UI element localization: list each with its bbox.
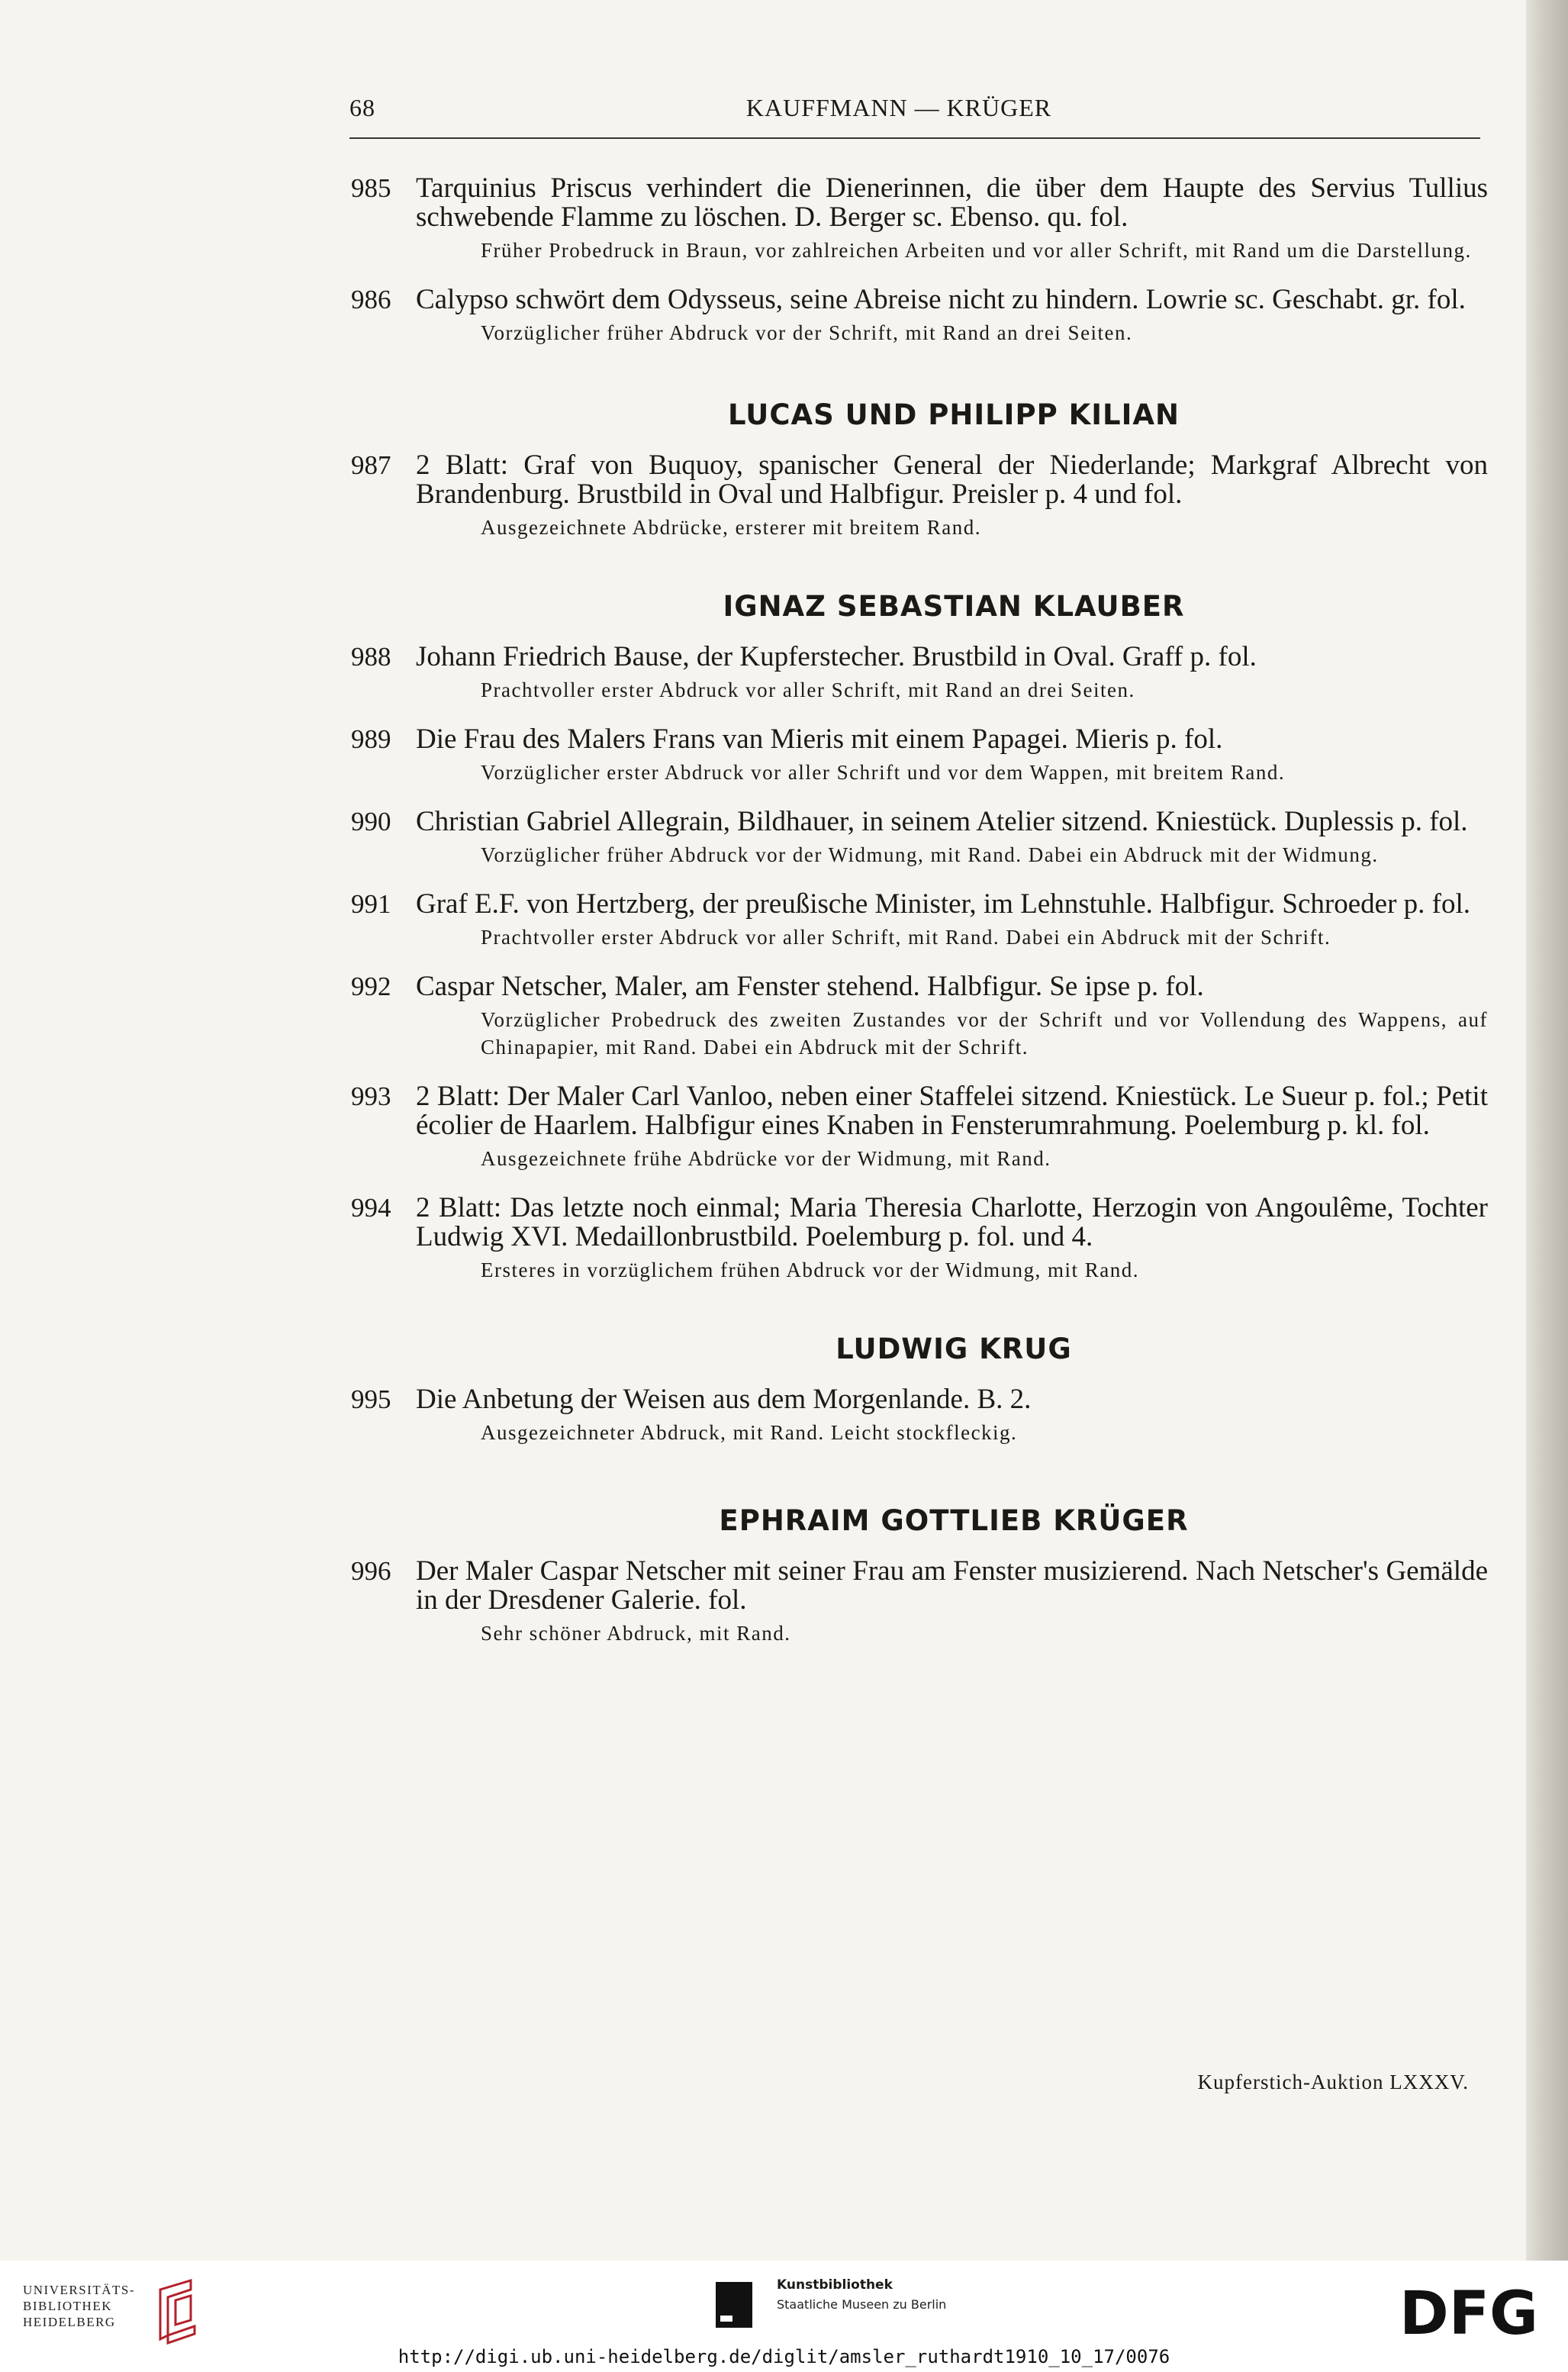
- section-heading: LUCAS UND PHILIPP KILIAN: [728, 398, 1180, 431]
- entry-number: 990: [351, 807, 391, 836]
- section-heading: EPHRAIM GOTTLIEB KRÜGER: [719, 1504, 1189, 1537]
- entry-number: 996: [351, 1556, 391, 1586]
- running-title: KAUFFMANN — KRÜGER: [745, 94, 1052, 121]
- ub-line-3: HEIDELBERG: [23, 2315, 116, 2329]
- section-heading: IGNAZ SEBASTIAN KLAUBER: [723, 590, 1185, 623]
- kunstbibliothek-subtitle: Staatliche Museen zu Berlin: [777, 2297, 947, 2312]
- catalog-entry: [343, 174, 1488, 264]
- entry-description: Calypso schwört dem Odysseus, seine Abreise nicht zu hindern. Lowrie sc. Geschabt. gr. fol.: [416, 284, 1466, 315]
- entry-description: Christian Gabriel Allegrain, Bildhauer, in seinem Atelier sitzend. Kniestück. Duplessis p. fol.: [416, 806, 1468, 837]
- permalink-url[interactable]: http://digi.ub.uni-heidelberg.de/diglit/amsler_ruthardt1910_10_17/0076: [398, 2346, 1170, 2367]
- dfg-logo-icon: [1393, 2282, 1545, 2343]
- section-heading: LUDWIG KRUG: [836, 1333, 1072, 1365]
- catalog-footer: Kupferstich-Auktion LXXXV.: [1197, 2071, 1469, 2093]
- catalog-entry: [343, 972, 1488, 1061]
- entry-note: Sehr schöner Abdruck, mit Rand.: [481, 1622, 791, 1645]
- catalog-entry: [343, 1385, 1488, 1446]
- entry-number: 988: [351, 642, 391, 672]
- entry-number: 985: [351, 173, 391, 203]
- entry-description: 2 Blatt: Das letzte noch einmal; Maria Theresia Charlotte, Herzogin von Angoulême, Tochter Ludwig XVI. Medaillonbrustbild. Poelemburg p. fol. und 4.: [416, 1192, 1488, 1252]
- ub-mark-icon: [137, 2274, 214, 2351]
- catalog-entry: [343, 807, 1488, 869]
- entry-description: 2 Blatt: Der Maler Carl Vanloo, neben einer Staffelei sitzend. Kniestück. Le Sueur p. fol.; Petit écolier de Haarlem. Halbfigur eines Knaben in Fensterumrahmung. Poelemburg p. kl. fol.: [416, 1081, 1488, 1141]
- kunstbibliothek-logo[interactable]: [716, 2274, 1021, 2328]
- catalog-entry: [343, 1082, 1488, 1172]
- catalog-entry: [343, 643, 1488, 704]
- ub-line-1: UNIVERSITÄTS-: [23, 2283, 135, 2297]
- entry-number: 989: [351, 724, 391, 754]
- page-edge: [1526, 0, 1568, 2261]
- entry-number: 986: [351, 285, 391, 314]
- entry-note: Ersteres in vorzüglichem frühen Abdruck vor der Widmung, mit Rand.: [481, 1259, 1139, 1281]
- entry-number: 994: [351, 1193, 391, 1223]
- entry-description: Graf E.F. von Hertzberg, der preußische Minister, im Lehnstuhle. Halbfigur. Schroeder p. fol.: [416, 888, 1471, 920]
- entry-number: 995: [351, 1384, 391, 1414]
- ub-logo-text: [23, 2282, 135, 2330]
- running-head: [349, 90, 1480, 128]
- entry-description: Caspar Netscher, Maler, am Fenster stehend. Halbfigur. Se ipse p. fol.: [416, 971, 1204, 1002]
- entry-description: Johann Friedrich Bause, der Kupferstecher. Brustbild in Oval. Graff p. fol.: [416, 641, 1257, 672]
- entry-number: 992: [351, 972, 391, 1001]
- entry-note: Prachtvoller erster Abdruck vor aller Schrift, mit Rand. Dabei ein Abdruck mit der Schrift.: [481, 926, 1331, 949]
- entry-note: Vorzüglicher Probedruck des zweiten Zustandes vor der Schrift und vor Vollendung des Wappens, auf Chinapapier, mit Rand. Dabei ein Abdruck mit der Schrift.: [481, 1008, 1488, 1059]
- catalog-entry: [343, 451, 1488, 541]
- entry-number: 991: [351, 889, 391, 919]
- entry-number: 993: [351, 1081, 391, 1111]
- entry-note: Ausgezeichneter Abdruck, mit Rand. Leicht stockfleckig.: [481, 1421, 1018, 1444]
- dfg-logo-text: DFG: [1399, 2282, 1539, 2343]
- kunstbibliothek-name: Kunstbibliothek: [777, 2277, 893, 2293]
- page-number: 68: [349, 94, 375, 121]
- ub-line-2: BIBLIOTHEK: [23, 2299, 112, 2313]
- catalog-entry: [343, 890, 1488, 951]
- catalog-entry: [343, 725, 1488, 786]
- kunstbibliothek-mark-icon: [716, 2282, 752, 2328]
- entry-note: Prachtvoller erster Abdruck vor aller Schrift, mit Rand an drei Seiten.: [481, 678, 1135, 701]
- header-rule: [349, 137, 1480, 139]
- entry-note: Früher Probedruck in Braun, vor zahlreichen Arbeiten und vor aller Schrift, mit Rand um die Darstellung.: [481, 239, 1472, 262]
- entry-note: Vorzüglicher früher Abdruck vor der Widmung, mit Rand. Dabei ein Abdruck mit der Widmung.: [481, 843, 1379, 866]
- entry-description: 2 Blatt: Graf von Buquoy, spanischer General der Niederlande; Markgraf Albrecht von Brandenburg. Brustbild in Oval und Halbfigur. Preisler p. 4 und fol.: [416, 450, 1488, 510]
- entry-note: Vorzüglicher früher Abdruck vor der Schrift, mit Rand an drei Seiten.: [481, 321, 1133, 344]
- entry-number: 987: [351, 450, 391, 480]
- catalog-entry: [343, 1557, 1488, 1647]
- entry-description: Die Frau des Malers Frans van Mieris mit einem Papagei. Mieris p. fol.: [416, 724, 1223, 755]
- catalog-content: [343, 174, 1488, 1647]
- entry-note: Vorzüglicher erster Abdruck vor aller Schrift und vor dem Wappen, mit breitem Rand.: [481, 761, 1286, 784]
- entry-note: Ausgezeichnete Abdrücke, ersterer mit breitem Rand.: [481, 516, 982, 539]
- entry-description: Tarquinius Priscus verhindert die Dienerinnen, die über dem Haupte des Servius Tullius schwebende Flamme zu löschen. D. Berger sc. Ebenso. qu. fol.: [416, 172, 1488, 233]
- entry-description: Der Maler Caspar Netscher mit seiner Frau am Fenster musizierend. Nach Netscher's Gemälde in der Dresdener Galerie. fol.: [416, 1555, 1488, 1616]
- entry-note: Ausgezeichnete frühe Abdrücke vor der Widmung, mit Rand.: [481, 1147, 1051, 1170]
- catalog-entry: [343, 285, 1488, 346]
- entry-description: Die Anbetung der Weisen aus dem Morgenlande. B. 2.: [416, 1384, 1032, 1415]
- catalog-entry: [343, 1194, 1488, 1284]
- ub-heidelberg-logo[interactable]: [23, 2282, 198, 2351]
- dfg-logo[interactable]: [1393, 2282, 1545, 2343]
